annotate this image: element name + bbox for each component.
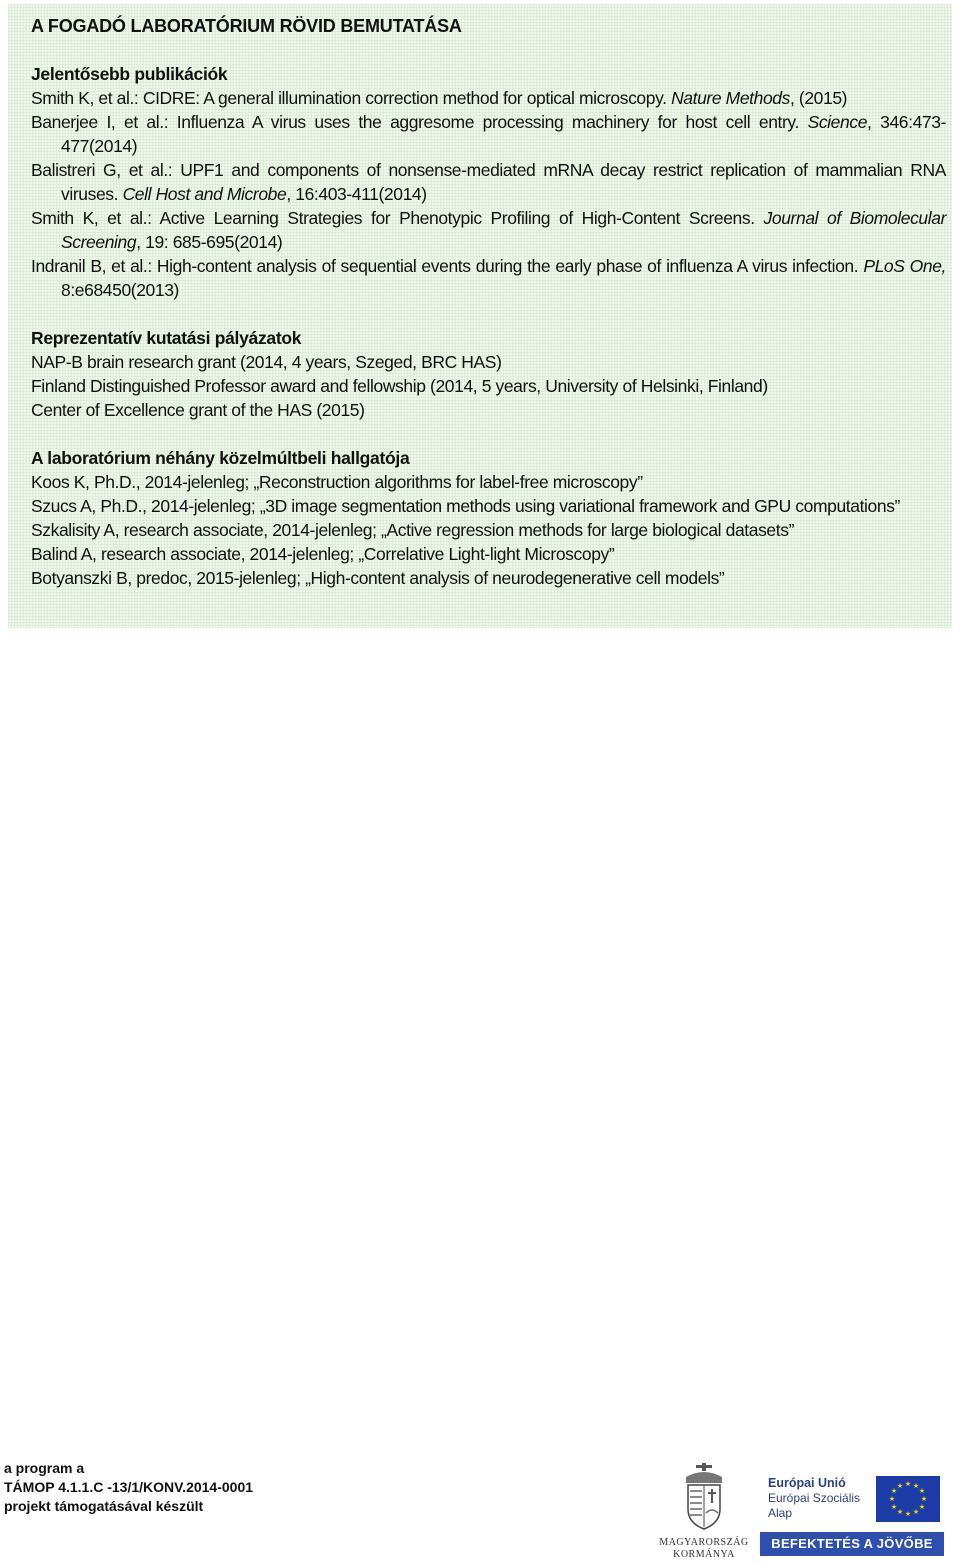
grants-heading: Reprezentatív kutatási pályázatok (31, 328, 302, 348)
svg-text:★: ★ (888, 1495, 896, 1503)
svg-text:★: ★ (896, 1482, 904, 1490)
svg-text:★: ★ (912, 1508, 920, 1516)
hungarian-government-logo (656, 1463, 752, 1559)
footer-line-2: TÁMOP 4.1.1.C -13/1/KONV.2014-0001 (4, 1479, 254, 1495)
publication-item: Smith K, et al.: Active Learning Strategies for Phenotypic Profiling of High-Content Screens. Journal of Biomolecular Screening, 19: 685-695(2014) (31, 208, 947, 252)
eu-line-1: Európai Unió (768, 1476, 846, 1490)
svg-text:★: ★ (904, 1510, 912, 1518)
eu-slogan: BEFEKTETÉS A JÖVŐBE (760, 1532, 944, 1556)
publication-item: Smith K, et al.: CIDRE: A general illumination correction method for optical microscopy. Nature Methods, (2015) (31, 88, 848, 108)
document-body (31, 14, 946, 590)
svg-text:★: ★ (918, 1503, 926, 1511)
grant-item: Center of Excellence grant of the HAS (2015) (31, 400, 365, 420)
page-title: A FOGADÓ LABORATÓRIUM RÖVID BEMUTATÁSA (31, 16, 462, 36)
eu-line-2: Európai Szociális (768, 1491, 861, 1505)
student-item: Szkalisity A, research associate, 2014-jelenleg; „Active regression methods for large biological datasets” (31, 520, 795, 540)
publication-item: Banerjee I, et al.: Influenza A virus uses the aggresome processing machinery for host cell entry. Science, 346:473-477(2014) (31, 112, 946, 156)
publications-heading: Jelentősebb publikációk (31, 64, 228, 84)
svg-text:★: ★ (890, 1503, 898, 1511)
svg-text:★: ★ (918, 1487, 926, 1495)
grant-item: Finland Distinguished Professor award and fellowship (2014, 5 years, University of Helsinki, Finland) (31, 376, 768, 396)
svg-text:★: ★ (904, 1480, 912, 1488)
svg-text:KORMÁNYA: KORMÁNYA (673, 1549, 735, 1560)
eu-fund-logo (760, 1473, 944, 1558)
content-panel (8, 4, 952, 628)
eu-label (768, 1476, 860, 1521)
svg-text:★: ★ (912, 1482, 920, 1490)
eu-flag-icon (876, 1476, 940, 1522)
students-heading: A laboratórium néhány közelmúltbeli hallgatója (31, 448, 410, 468)
svg-text:★: ★ (920, 1495, 928, 1503)
coat-caption (656, 1535, 752, 1561)
student-item: Koos K, Ph.D., 2014-jelenleg; „Reconstruction algorithms for label-free microscopy” (31, 472, 643, 492)
student-item: Botyanszki B, predoc, 2015-jelenleg; „High-content analysis of neurodegenerative cell models” (31, 568, 725, 588)
footer-line-3: projekt támogatásával készült (4, 1498, 204, 1514)
grant-item: NAP-B brain research grant (2014, 4 years, Szeged, BRC HAS) (31, 352, 502, 372)
student-item: Szucs A, Ph.D., 2014-jelenleg; „3D image segmentation methods using variational framework and GPU computations” (31, 496, 900, 516)
student-item: Balind A, research associate, 2014-jelenleg; „Correlative Light-light Microscopy” (31, 544, 615, 564)
svg-text:★: ★ (896, 1508, 904, 1516)
eu-line-3: Alap (768, 1506, 793, 1520)
svg-text:MAGYARORSZÁG: MAGYARORSZÁG (659, 1537, 749, 1548)
svg-text:★: ★ (890, 1487, 898, 1495)
footer-line-1: a program a (4, 1460, 85, 1476)
publication-item: Indranil B, et al.: High-content analysis of sequential events during the early phase of influenza A virus infection. PLoS One, 8:e68450(2013) (31, 256, 946, 300)
footer-program-text (4, 1459, 253, 1516)
publication-item: Balistreri G, et al.: UPF1 and components of nonsense-mediated mRNA decay restrict replication of mammalian RNA viruses. Cell Host and Microbe, 16:403-411(2014) (31, 160, 946, 204)
